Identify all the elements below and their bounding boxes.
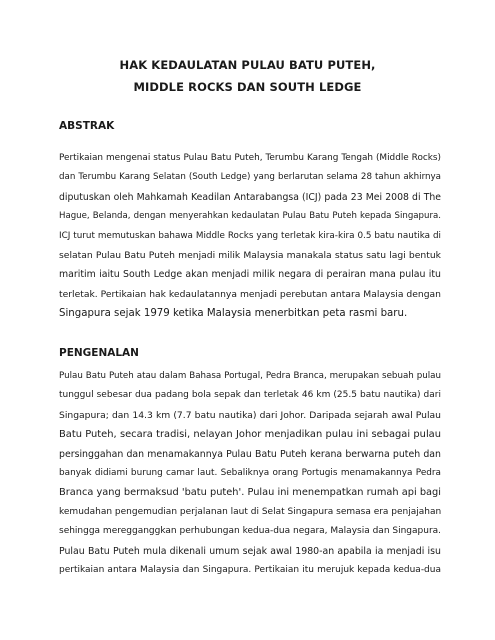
text-line: Singapura; dan 14.3 km (7.7 batu nautika) dari Johor. Daripada sejarah awal Pulau xyxy=(59,409,441,421)
pengenalan-paragraph xyxy=(59,367,441,580)
text-line: tunggul sebesar dua padang bola sepak dan terletak 46 km (25.5 batu nautika) dari xyxy=(59,390,441,401)
text-line: sehingga meregganggkan perhubungan kedua-dua negara, Malaysia dan Singapura. xyxy=(59,526,441,537)
text-line: Hague, Belanda, dengan menyerahkan kedaulatan Pulau Batu Puteh kepada Singapura. xyxy=(59,211,441,222)
text-line: Branca yang bermaksud 'batu puteh'. Pulau ini menempatkan rumah api bagi xyxy=(59,487,441,499)
text-line: Pulau Batu Puteh atau dalam Bahasa Portugal, Pedra Branca, merupakan sebuah pulau xyxy=(59,371,441,381)
document-title-line-1: HAK KEDAULATAN PULAU BATU PUTEH, xyxy=(119,58,376,72)
section-heading-pengenalan: PENGENALAN xyxy=(59,347,139,359)
text-line: Singapura sejak 1979 ketika Malaysia menerbitkan peta rasmi baru. xyxy=(59,308,408,320)
text-line: Batu Puteh, secara tradisi, nelayan Johor menjadikan pulau ini sebagai pulau xyxy=(59,429,441,441)
text-line: ICJ turut memutuskan bahawa Middle Rocks yang terletak kira-kira 0.5 batu nautika di xyxy=(59,230,441,241)
text-line: maritim iaitu South Ledge akan menjadi milik negara di perairan mana pulau itu xyxy=(59,269,441,281)
text-line: selatan Pulau Batu Puteh menjadi milik Malaysia manakala status satu lagi bentuk xyxy=(59,249,441,261)
section-heading-abstrak: ABSTRAK xyxy=(59,120,115,132)
text-line: diputuskan oleh Mahkamah Keadilan Antarabangsa (ICJ) pada 23 Mei 2008 di The xyxy=(59,191,441,203)
text-line: Pertikaian mengenai status Pulau Batu Puteh, Terumbu Karang Tengah (Middle Rocks) xyxy=(59,153,441,163)
text-line: kemudahan pengemudian perjalanan laut di Selat Singapura semasa era penjajahan xyxy=(59,506,441,517)
text-line: banyak didiami burung camar laut. Sebaliknya orang Portugis menamakannya Pedra xyxy=(59,467,441,478)
text-line: terletak. Pertikaian hak kedaulatannya menjadi perebutan antara Malaysia dengan xyxy=(59,288,441,300)
abstrak-paragraph xyxy=(59,149,441,324)
text-line: dan Terumbu Karang Selatan (South Ledge) yang berlarutan selama 28 tahun akhirnya xyxy=(59,172,441,183)
text-line: pertikaian antara Malaysia dan Singapura. Pertikaian itu merujuk kepada kedua-dua xyxy=(59,564,441,575)
text-line: Pulau Batu Puteh mula dikenali umum sejak awal 1980-an apabila ia menjadi isu xyxy=(59,545,441,557)
document-title-line-2: MIDDLE ROCKS DAN SOUTH LEDGE xyxy=(133,80,362,94)
text-line: persinggahan dan menamakannya Pulau Batu Puteh kerana berwarna puteh dan xyxy=(59,448,441,460)
